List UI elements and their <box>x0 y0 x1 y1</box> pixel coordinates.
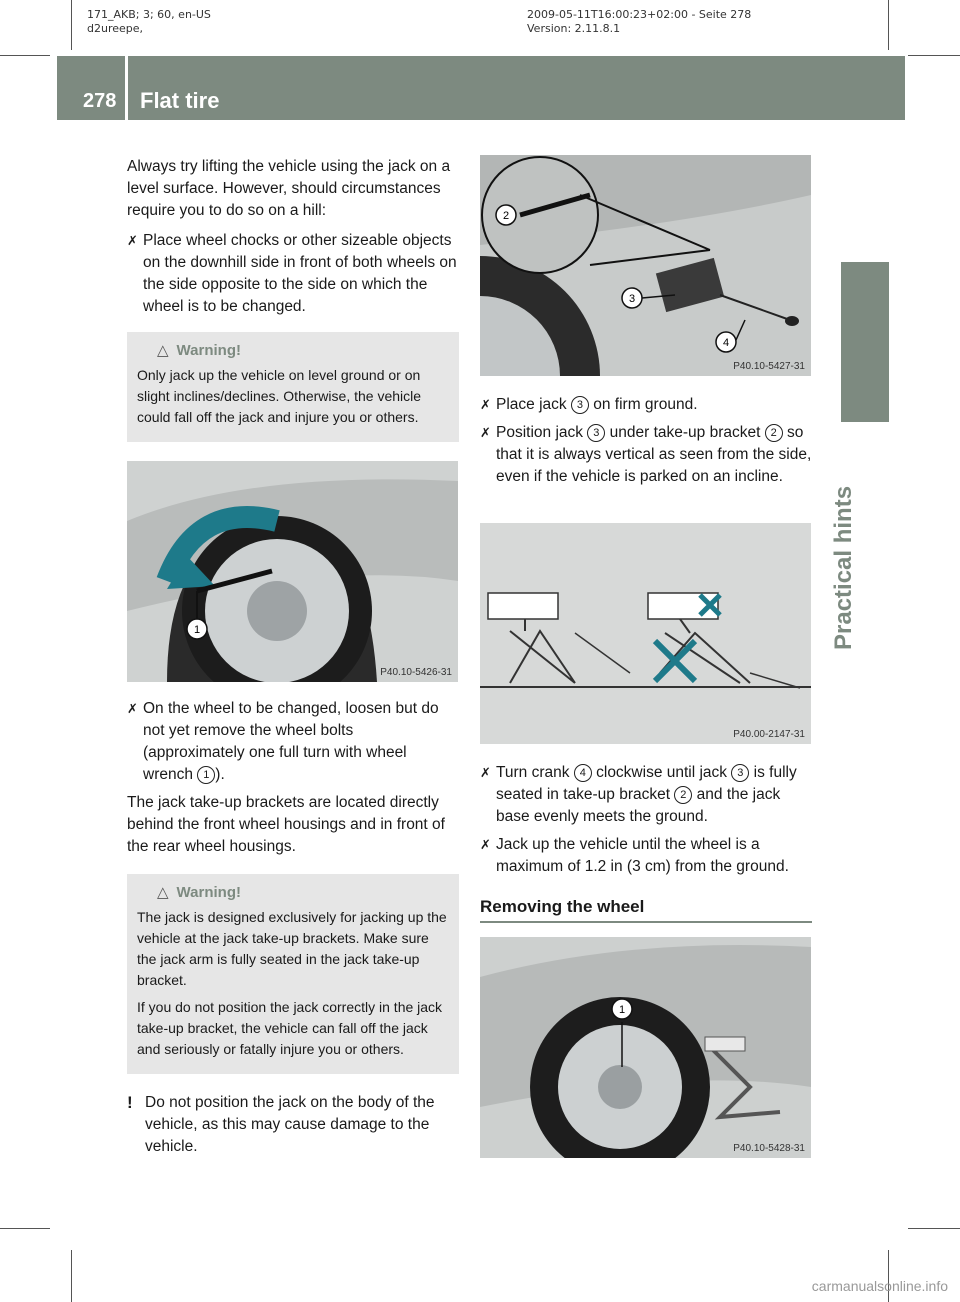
warning-title: Warning! <box>176 884 241 901</box>
step-arrow-icon: ✗ <box>480 765 491 780</box>
figure-jack-positioning <box>480 523 811 744</box>
figure-code: P40.00-2147-31 <box>733 729 805 740</box>
caution-note <box>127 1092 459 1158</box>
instruction-step <box>480 394 812 416</box>
figure-illustration <box>480 523 811 744</box>
figure-wheel-wrench <box>127 461 458 682</box>
step-text: Jack up the vehicle until the wheel is a maximum of 1.2 in (3 cm) from the ground. <box>496 836 789 875</box>
callout-number: 3 <box>731 764 749 782</box>
crop-mark <box>71 0 72 50</box>
warning-text: Only jack up the vehicle on level ground or on slight inclines/declines. Otherwise, the vehicle could fall off the jack and injure you or others. <box>137 367 422 425</box>
callout-number: 2 <box>674 786 692 804</box>
instruction-step <box>127 230 459 318</box>
step-arrow-icon: ✗ <box>480 397 491 412</box>
step-text: is fully seated in take-up bracket <box>496 764 797 803</box>
meta-right-line2: Version: 2.11.8.1 <box>527 22 621 35</box>
crop-mark <box>0 1228 50 1229</box>
right-column-lower <box>480 762 812 923</box>
header-divider <box>125 56 128 120</box>
callout-number: 4 <box>574 764 592 782</box>
warning-triangle-icon: △ <box>157 342 169 359</box>
step-text: Place wheel chocks or other sizeable objects on the downhill side in front of both wheels on the side opposite to the side on which the wheel is to be changed. <box>143 232 457 315</box>
crop-mark <box>888 0 889 50</box>
warning-text: If you do not position the jack correctly in the jack take-up bracket, the vehicle can fall off the jack and seriously or fatally injure you or others. <box>137 999 443 1057</box>
figure-jack-placement <box>480 155 811 376</box>
step-text: Turn crank <box>496 764 574 781</box>
step-text: on firm ground. <box>588 396 698 413</box>
crop-mark <box>0 55 50 56</box>
instruction-step <box>480 422 812 488</box>
page-number: 278 <box>83 90 117 112</box>
caution-text: Do not position the jack on the body of the vehicle, as this may cause damage to the vehicle. <box>145 1094 435 1155</box>
warning-text: The jack is designed exclusively for jacking up the vehicle at the jack take-up brackets. Make sure the jack arm is fully seated in the jack take-up bracket. <box>137 909 447 988</box>
intro-paragraph: Always try lifting the vehicle using the jack on a level surface. However, should circumstances require you to do so on a hill: <box>127 158 451 219</box>
print-meta-left <box>87 8 211 36</box>
warning-title: Warning! <box>176 342 241 359</box>
step-text: clockwise until jack <box>591 764 732 781</box>
warning-box <box>127 874 459 1074</box>
left-column-lower <box>127 698 459 1158</box>
figure-callout: 4 <box>722 337 730 349</box>
crop-mark <box>888 1250 889 1302</box>
figure-callout: 1 <box>193 624 201 636</box>
watermark: carmanualsonline.info <box>811 1278 948 1294</box>
warning-heading <box>137 882 449 903</box>
warning-heading <box>137 340 449 361</box>
instruction-step <box>480 762 812 828</box>
figure-illustration <box>127 461 458 682</box>
step-arrow-icon: ✗ <box>127 233 138 248</box>
warning-triangle-icon: △ <box>157 884 169 901</box>
exclamation-icon: ! <box>127 1093 133 1112</box>
figure-callout: 1 <box>618 1004 626 1016</box>
figure-code: P40.10-5427-31 <box>733 361 805 372</box>
meta-right-line1: 2009-05-11T16:00:23+02:00 - Seite 278 <box>527 8 752 21</box>
step-text: ). <box>215 766 225 783</box>
step-text: Place jack <box>496 396 571 413</box>
section-heading: Removing the wheel <box>480 896 812 923</box>
chapter-label: Practical hints <box>830 485 857 650</box>
left-column <box>127 156 459 442</box>
instruction-step <box>127 698 459 786</box>
callout-number: 3 <box>587 424 605 442</box>
page-title: Flat tire <box>140 88 220 113</box>
crop-mark <box>908 55 960 56</box>
figure-code: P40.10-5426-31 <box>380 667 452 678</box>
step-text: and the jack base evenly meets the ground. <box>496 786 781 825</box>
instruction-step <box>480 834 812 878</box>
figure-illustration <box>480 937 811 1158</box>
chapter-tab <box>841 262 889 422</box>
step-arrow-icon: ✗ <box>127 701 138 716</box>
callout-number: 3 <box>571 396 589 414</box>
callout-number: 2 <box>765 424 783 442</box>
warning-box <box>127 332 459 442</box>
right-column <box>480 394 812 494</box>
print-meta-right <box>527 8 751 36</box>
step-text: under take-up bracket <box>605 424 765 441</box>
figure-callout: 3 <box>628 293 636 305</box>
crop-mark <box>71 1250 72 1302</box>
meta-left-line2: d2ureepe, <box>87 22 144 35</box>
body-paragraph: The jack take-up brackets are located directly behind the front wheel housings and in front of the rear wheel housings. <box>127 794 445 855</box>
figure-callout: 2 <box>502 210 510 222</box>
callout-number: 1 <box>197 766 215 784</box>
crop-mark <box>908 1228 960 1229</box>
figure-code: P40.10-5428-31 <box>733 1143 805 1154</box>
figure-illustration <box>480 155 811 376</box>
figure-removing-wheel <box>480 937 811 1158</box>
step-text: so that it is always vertical as seen from the side, even if the vehicle is parked on an incline. <box>496 424 812 485</box>
step-arrow-icon: ✗ <box>480 837 491 852</box>
meta-left-line1: 171_AKB; 3; 60, en-US <box>87 8 211 21</box>
step-text: Position jack <box>496 424 588 441</box>
step-text: On the wheel to be changed, loosen but do not yet remove the wheel bolts (approximately one full turn with wheel wrench <box>143 700 439 783</box>
step-arrow-icon: ✗ <box>480 425 491 440</box>
